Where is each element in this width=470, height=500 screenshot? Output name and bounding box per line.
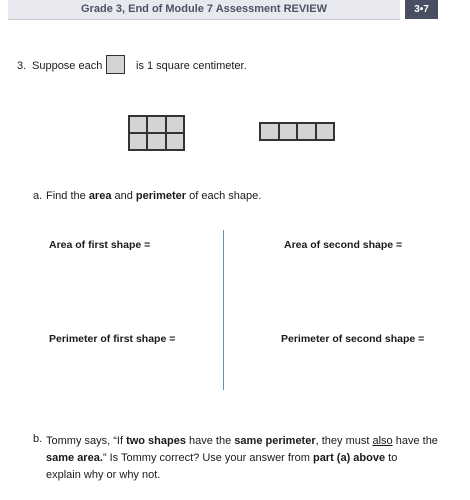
question-prompt-before: Suppose each <box>32 60 103 72</box>
shape-cell <box>279 123 298 140</box>
shape-cell <box>129 116 147 133</box>
column-divider <box>223 230 224 390</box>
second-shape <box>259 122 335 141</box>
question-number: 3. <box>17 60 27 72</box>
unit-square-icon <box>106 55 125 74</box>
shape-cell <box>129 133 147 150</box>
shape-cell <box>316 123 335 140</box>
module-badge: 3•7 <box>405 0 438 19</box>
perimeter-second-label: Perimeter of second shape = <box>281 333 425 345</box>
area-second-label: Area of second shape = <box>284 239 403 251</box>
shape-cell <box>260 123 279 140</box>
first-shape <box>128 115 185 151</box>
part-a-label: a. <box>33 190 43 202</box>
question-prompt-after: is 1 square centimeter. <box>136 60 247 72</box>
shape-cell <box>147 133 165 150</box>
perimeter-first-label: Perimeter of first shape = <box>49 333 176 345</box>
header-bar <box>8 0 400 20</box>
shape-cell <box>166 133 184 150</box>
part-b-question: Tommy says, “If two shapes have the same perimeter, they must also have the same area.” Is Tommy correct? Use your answer from part (a) above to explain why or why not. <box>46 435 438 481</box>
shape-cell <box>297 123 316 140</box>
part-a-instruction: Find the area and perimeter of each shape. <box>46 190 262 202</box>
part-b-label: b. <box>33 433 43 445</box>
shape-cell <box>147 116 165 133</box>
shape-cell <box>166 116 184 133</box>
area-first-label: Area of first shape = <box>49 239 151 251</box>
header-title: Grade 3, End of Module 7 Assessment REVIEW <box>81 3 327 15</box>
